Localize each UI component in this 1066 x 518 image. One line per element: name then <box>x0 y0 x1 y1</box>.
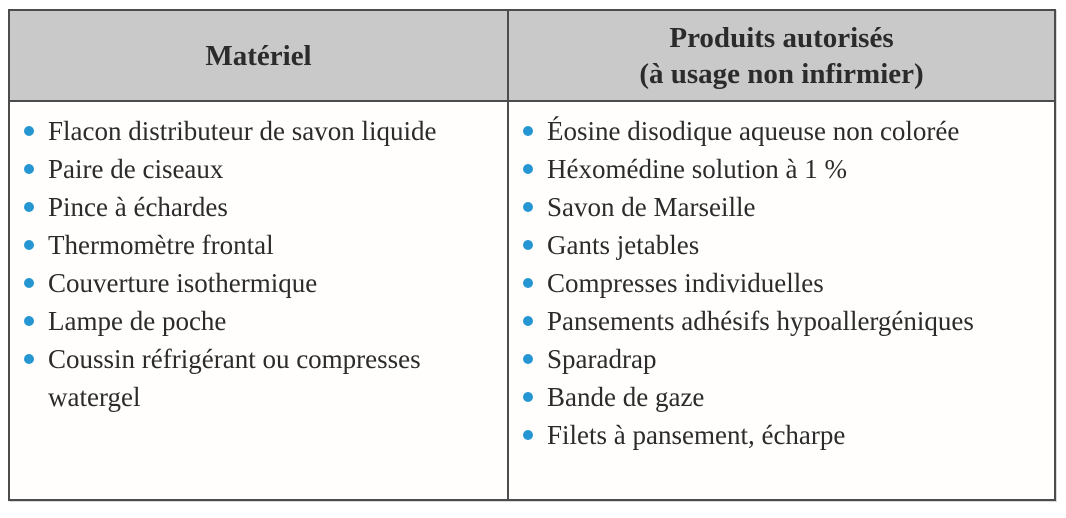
list-item <box>523 416 1054 454</box>
list-item <box>24 112 507 150</box>
column-header-produits <box>509 11 1054 100</box>
list-item-text: Éosine disodique aqueuse non colorée <box>547 116 960 146</box>
bullet-icon <box>24 354 34 364</box>
list-item-text: Flacon distributeur de savon liquide <box>48 116 437 146</box>
list-item <box>523 226 1054 264</box>
bullet-icon <box>523 126 533 136</box>
list-item-text: Pince à échardes <box>48 192 228 222</box>
table-body-row <box>10 102 1054 499</box>
bullet-icon <box>24 164 34 174</box>
list-item <box>24 150 507 188</box>
bullet-icon <box>24 316 34 326</box>
bullet-icon <box>523 202 533 212</box>
bullet-icon <box>523 240 533 250</box>
bullet-icon <box>523 392 533 402</box>
list-item <box>24 340 507 416</box>
bullet-icon <box>523 354 533 364</box>
list-item <box>523 378 1054 416</box>
list-item-text: Héxomédine solution à 1 % <box>547 154 847 184</box>
bullet-icon <box>523 316 533 326</box>
produits-list <box>509 102 1054 499</box>
column-header-materiel: Matériel <box>10 11 509 100</box>
column-header-produits-line2: (à usage non infirmier) <box>639 57 924 90</box>
first-aid-supplies-table <box>8 9 1056 501</box>
list-item-text: Savon de Marseille <box>547 192 756 222</box>
list-item <box>523 264 1054 302</box>
list-item-text: Coussin réfrigérant ou compresses watergel <box>48 344 421 412</box>
list-item <box>24 226 507 264</box>
list-item-text: Sparadrap <box>547 344 657 374</box>
bullet-icon <box>24 278 34 288</box>
list-item-text: Filets à pansement, écharpe <box>547 420 846 450</box>
list-item-text: Lampe de poche <box>48 306 227 336</box>
list-item-text: Gants jetables <box>547 230 700 260</box>
column-header-produits-line1: Produits autorisés <box>669 21 894 54</box>
list-item-text: Couverture isothermique <box>48 268 318 298</box>
list-item <box>523 188 1054 226</box>
list-item <box>523 340 1054 378</box>
bullet-icon <box>523 430 533 440</box>
list-item <box>523 150 1054 188</box>
bullet-icon <box>24 126 34 136</box>
list-item <box>523 302 1054 340</box>
materiel-list <box>10 102 509 499</box>
list-item <box>24 302 507 340</box>
bullet-icon <box>523 164 533 174</box>
bullet-icon <box>24 240 34 250</box>
list-item <box>24 188 507 226</box>
list-item-text: Bande de gaze <box>547 382 705 412</box>
list-item <box>523 112 1054 150</box>
bullet-icon <box>523 278 533 288</box>
list-item-text: Thermomètre frontal <box>48 230 274 260</box>
list-item-text: Compresses individuelles <box>547 268 824 298</box>
list-item-text: Pansements adhésifs hypoallergéniques <box>547 306 974 336</box>
table-header-row <box>10 11 1054 102</box>
bullet-icon <box>24 202 34 212</box>
list-item-text: Paire de ciseaux <box>48 154 224 184</box>
list-item <box>24 264 507 302</box>
